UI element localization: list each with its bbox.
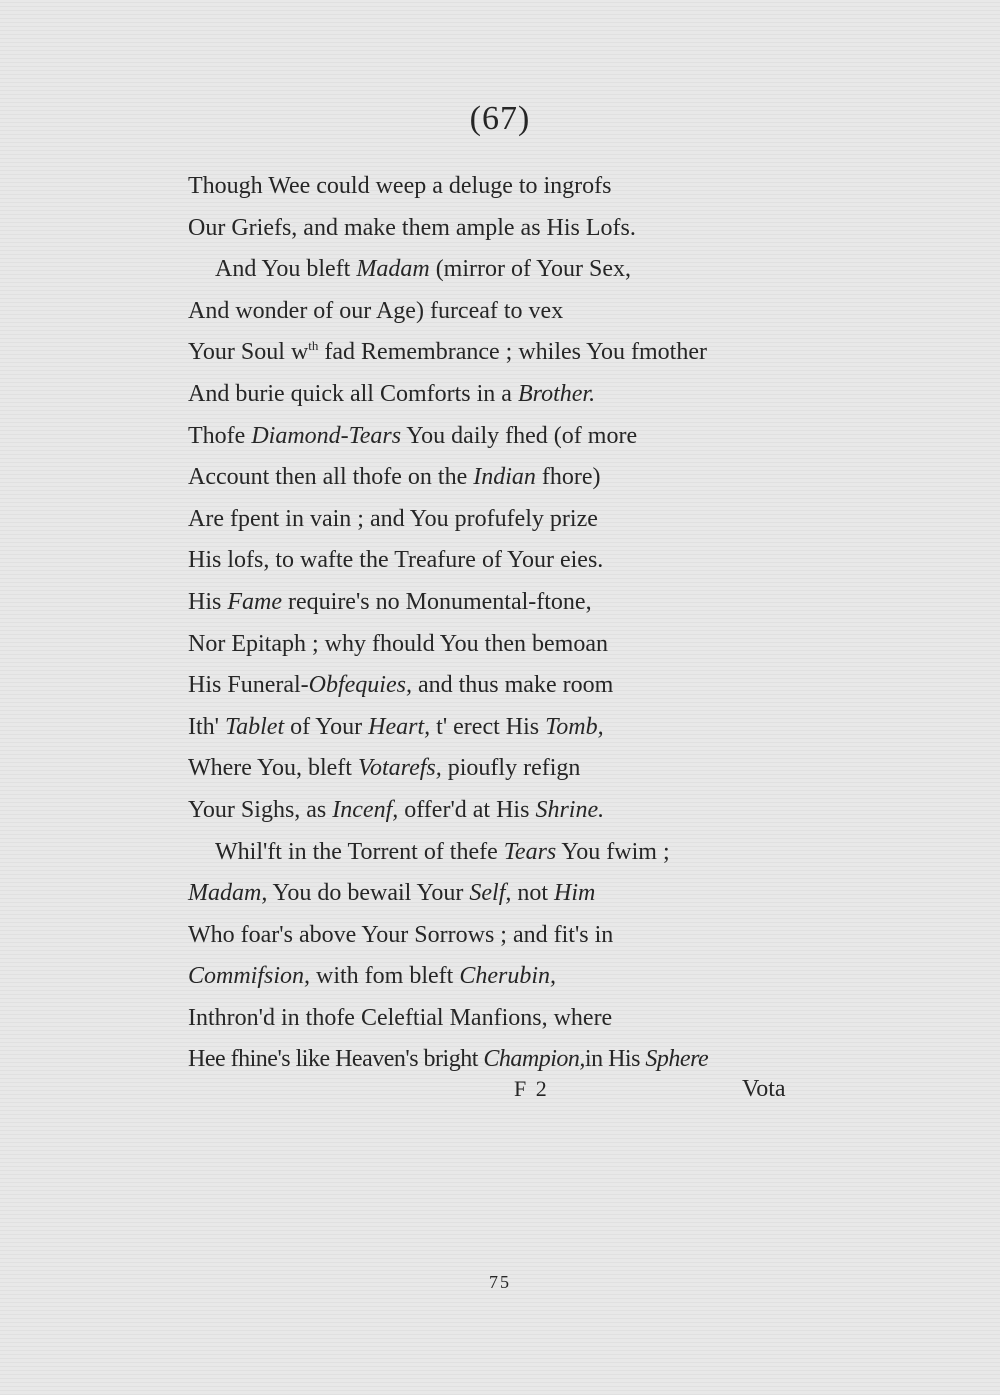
verse-line: [188, 582, 828, 624]
folio-number: 75: [489, 1272, 511, 1292]
verse-segment: Your Soul w: [188, 339, 309, 366]
verse-segment: Ith': [188, 713, 225, 740]
verse-segment: offer'd at His: [398, 796, 536, 823]
verse-line: [188, 332, 828, 374]
verse-line: [188, 915, 828, 957]
verse-line: [188, 624, 828, 666]
verse-line: [188, 707, 828, 749]
verse-segment: And burie quick all Comforts in a: [188, 380, 518, 407]
verse-segment: Thofe: [188, 422, 252, 449]
verse-line: [188, 208, 828, 250]
verse-segment-italic: Heart,: [368, 713, 431, 740]
verse-line: [188, 998, 828, 1040]
verse-segment: And You bleft: [215, 256, 357, 283]
verse-line: [188, 499, 828, 541]
verse-segment: require's no Monumental-ftone,: [282, 588, 592, 615]
verse-line: [188, 956, 828, 998]
verse-line: [188, 291, 828, 333]
verse-segment: Are fpent in vain ; and You profufely prize: [188, 505, 598, 532]
verse-segment-italic: Madam,: [188, 880, 268, 907]
verse-segment-italic: Tablet: [224, 713, 285, 740]
verse-segment: fad Remembrance ; whiles You fmother: [318, 339, 707, 366]
verse-segment: (mirror of Your Sex,: [429, 256, 632, 283]
verse-segment: Who foar's above Your Sorrows ; and fit's in: [188, 921, 614, 948]
verse-segment-italic: Diamond-Tears: [251, 422, 402, 449]
verse-line: [188, 457, 828, 499]
verse-segment: And wonder of our Age) furceaf to vex: [188, 297, 564, 324]
verse-segment-italic: Commifsion,: [188, 963, 311, 990]
verse-segment-italic: Indian: [473, 464, 536, 491]
verse-segment-italic: Self,: [469, 880, 512, 907]
verse-segment-italic: Shrine.: [535, 796, 605, 823]
verse-line: [188, 1039, 828, 1081]
verse-segment: Though Wee could weep a deluge to ingrofs: [188, 173, 612, 199]
verse-segment: Nor Epitaph ; why fhould You then bemoan: [188, 630, 608, 657]
verse-segment-italic: Votarefs,: [357, 755, 442, 782]
verse-segment: pioufly refign: [441, 755, 581, 782]
verse-line: [188, 166, 828, 208]
verse-segment: Inthron'd in thofe Celeftial Manfions, where: [188, 1004, 613, 1031]
verse-segment: Our Griefs, and make them ample as His Lofs.: [188, 214, 636, 241]
poem-text: [188, 166, 828, 1081]
verse-line: [188, 748, 828, 790]
superscript-abbreviation: th: [308, 338, 319, 354]
verse-segment: not: [511, 880, 555, 907]
verse-segment-italic: Him: [554, 880, 596, 907]
verse-line: [188, 873, 828, 915]
verse-segment-italic: Tears: [503, 838, 557, 865]
verse-segment: t' erect His: [430, 713, 546, 740]
verse-line: [188, 374, 828, 416]
verse-segment-italic: Cherubin,: [459, 963, 556, 990]
page-number-header: (67): [469, 100, 531, 137]
verse-line: [188, 540, 828, 582]
verse-segment: Account then all thofe on the: [188, 464, 474, 491]
verse-segment: in His: [584, 1046, 646, 1073]
verse-segment-italic: Incenf,: [332, 796, 399, 823]
verse-segment: with fom bleft: [310, 963, 460, 990]
verse-line: [188, 249, 828, 291]
verse-segment: Where You, bleft: [188, 755, 358, 782]
verse-segment: of Your: [284, 713, 369, 740]
catchword: Vota: [742, 1076, 786, 1102]
verse-segment: His lofs, to wafte the Treafure of Your eies.: [188, 547, 604, 574]
verse-segment-italic: Tomb,: [545, 713, 604, 740]
verse-segment-italic: Sphere: [645, 1046, 709, 1073]
verse-segment-italic: Brother.: [517, 380, 596, 407]
verse-segment: Your Sighs, as: [188, 796, 333, 823]
verse-segment: fhore): [535, 464, 601, 491]
verse-segment: Whil'ft in the Torrent of thefe: [215, 838, 504, 865]
verse-segment-italic: Madam: [356, 256, 430, 283]
verse-segment: Hee fhine's like Heaven's bright: [188, 1046, 484, 1073]
verse-segment: and thus make room: [411, 672, 614, 699]
verse-segment: His: [188, 588, 228, 615]
verse-line: [188, 665, 828, 707]
signature-mark: F 2: [514, 1076, 549, 1101]
verse-segment-italic: Champion,: [483, 1046, 585, 1073]
verse-segment: You daily fhed (of more: [401, 422, 638, 449]
verse-segment: You do bewail Your: [267, 880, 470, 907]
verse-line: [188, 416, 828, 458]
verse-line: [188, 790, 828, 832]
verse-line: [188, 832, 828, 874]
verse-segment-italic: Obfequies,: [308, 672, 412, 699]
verse-segment: You fwim ;: [556, 838, 670, 865]
verse-segment-italic: Fame: [227, 588, 282, 615]
verse-segment: His Funeral-: [188, 672, 309, 699]
